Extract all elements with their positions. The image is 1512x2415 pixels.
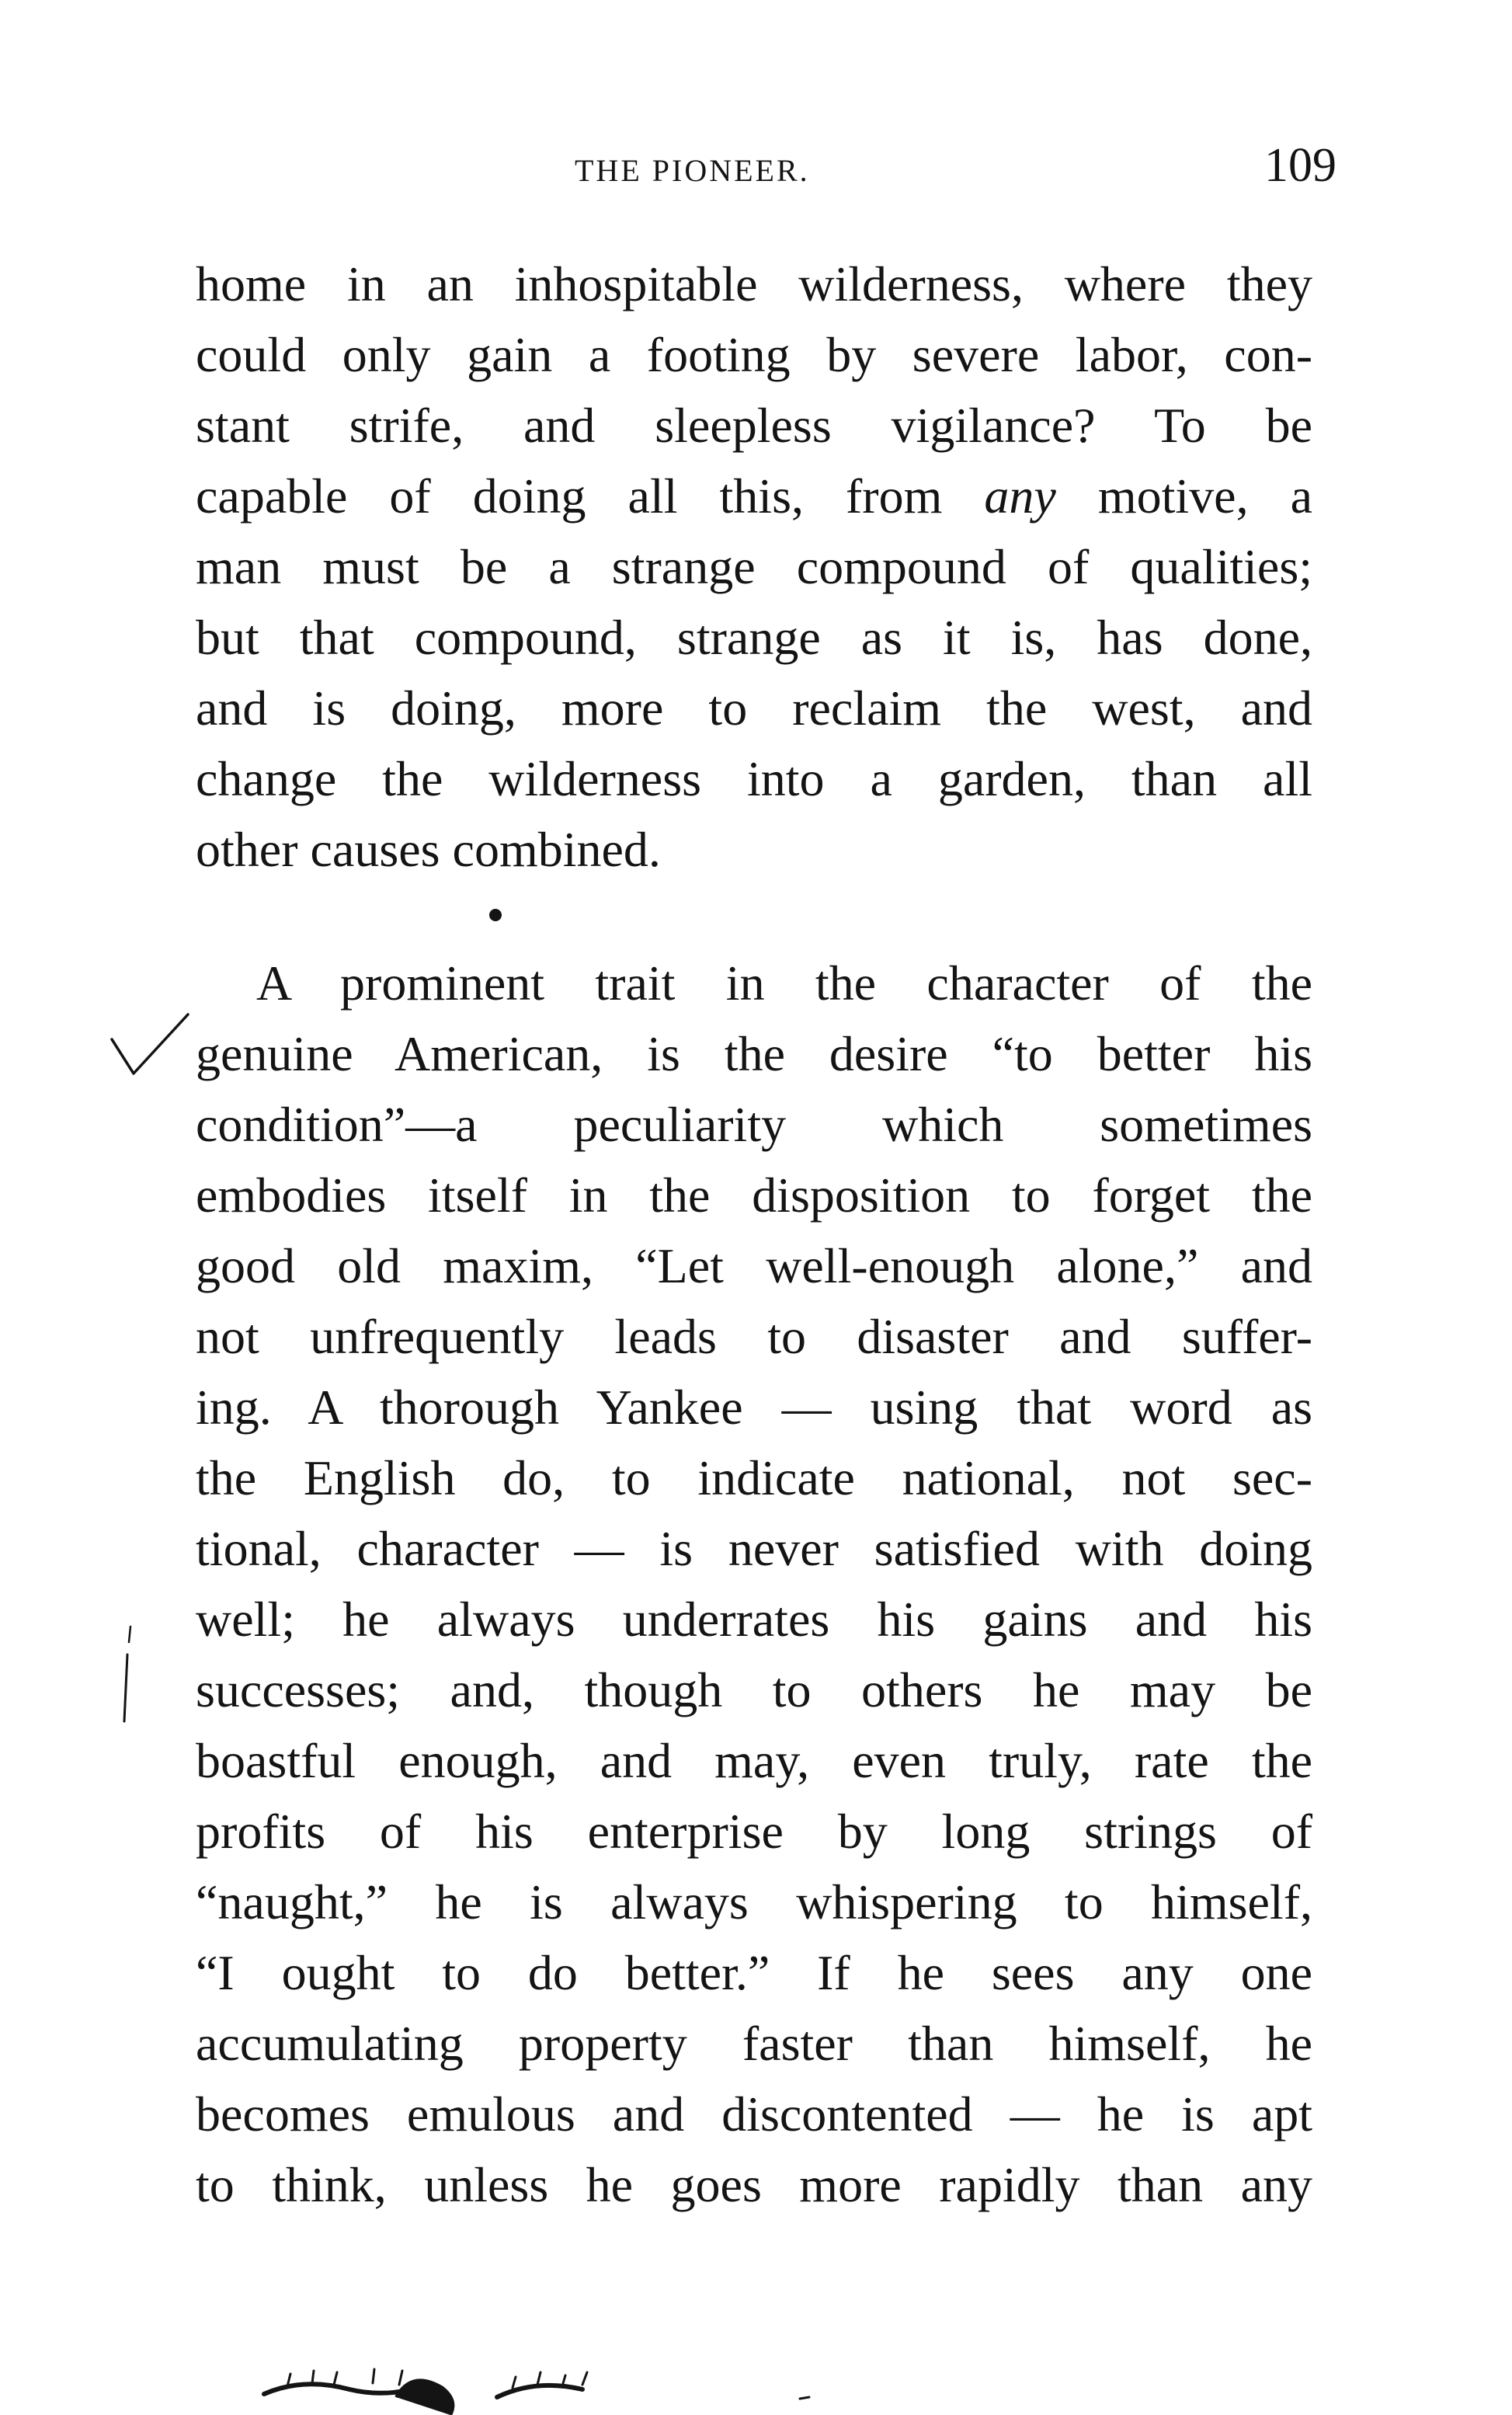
text-line: tional, character — is never satisfied with doing [196, 1521, 1312, 1576]
page-number: 109 [1264, 139, 1336, 192]
text-line: “naught,” he is always whispering to himself, [196, 1874, 1312, 1930]
checkmark-icon [107, 1010, 193, 1080]
paragraph-2 [196, 948, 1312, 2220]
text-line: boastful enough, and may, even truly, rate the [196, 1733, 1312, 1788]
text-segment: capable of doing all this, from [196, 468, 985, 524]
text-line: but that compound, strange as it is, has done, [196, 610, 1312, 665]
bullet-icon [489, 909, 502, 921]
text-line: well; he always underrates his gains and his [196, 1592, 1312, 1647]
text-line: good old maxim, “Let well-enough alone,” and [196, 1238, 1312, 1293]
text-line: the English do, to indicate national, not sec- [196, 1450, 1312, 1505]
text-line: A prominent trait in the character of the [256, 955, 1312, 1011]
text-line: could only gain a footing by severe labor, con- [196, 327, 1312, 382]
emphasis-word: any [984, 468, 1056, 524]
running-head: THE PIONEER. [575, 153, 810, 188]
text-line: other causes combined. [196, 822, 661, 877]
text-line [196, 461, 1312, 531]
text-line: condition”—a peculiarity which sometimes [196, 1097, 1312, 1152]
text-segment: motive, a [1055, 468, 1313, 524]
text-line: stant strife, and sleepless vigilance? To be [196, 398, 1312, 453]
text-line: “I ought to do better.” If he sees any one [196, 1945, 1312, 2000]
text-line: accumulating property faster than himself, he [196, 2016, 1312, 2071]
text-line: home in an inhospitable wilderness, where they [196, 256, 1312, 311]
text-line: becomes emulous and discontented — he is apt [196, 2086, 1312, 2142]
text-line: ing. A thorough Yankee — using that word as [196, 1380, 1312, 1435]
text-line: change the wilderness into a garden, than all [196, 751, 1312, 806]
text-line: successes; and, though to others he may be [196, 1662, 1312, 1717]
margin-pencil-mark [116, 1623, 140, 1724]
text-line: embodies itself in the disposition to forget the [196, 1167, 1312, 1223]
text-line: and is doing, more to reclaim the west, and [196, 680, 1312, 736]
text-line: not unfrequently leads to disaster and suffer- [196, 1309, 1312, 1364]
bottom-ink-doodle [256, 2323, 846, 2415]
text-line: profits of his enterprise by long strings of [196, 1804, 1312, 1859]
paragraph-1 [196, 249, 1312, 885]
text-line: genuine American, is the desire “to better his [196, 1026, 1312, 1081]
text-line: man must be a strange compound of qualities; [196, 539, 1312, 594]
text-line: to think, unless he goes more rapidly than any [196, 2157, 1312, 2212]
